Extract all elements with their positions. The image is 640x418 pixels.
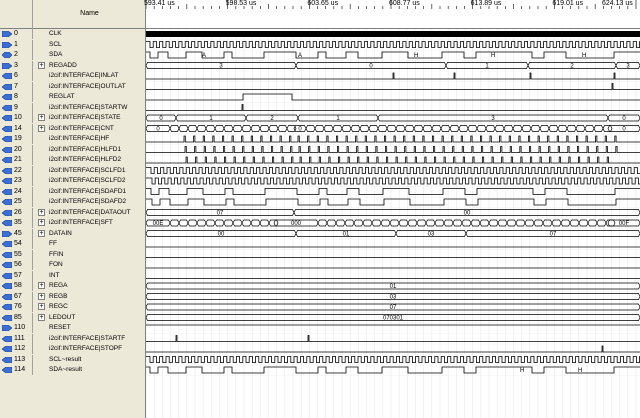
signal-index-cell <box>0 113 33 123</box>
signal-index: 110 <box>14 324 26 331</box>
signal-row[interactable] <box>0 29 145 39</box>
startw-trace <box>146 105 640 111</box>
signal-index: 2 <box>14 51 18 58</box>
signal-row[interactable] <box>0 40 145 50</box>
expand-toggle[interactable]: + <box>39 124 44 132</box>
signal-name: i2cif:INTERFACE|CNT <box>49 124 114 132</box>
signal-row[interactable] <box>0 229 145 239</box>
signal-index-cell <box>0 197 33 207</box>
signal-name: SDA~result <box>49 366 83 373</box>
signal-index: 58 <box>14 282 22 289</box>
expand-toggle[interactable]: + <box>39 219 44 226</box>
signal-index-cell <box>0 355 33 365</box>
sclfd2-trace <box>146 178 640 184</box>
signal-name: i2cif:INTERFACE|HLFD1 <box>49 145 122 153</box>
output-pin-icon <box>2 210 12 216</box>
signal-index-cell <box>0 145 33 155</box>
output-pin-icon <box>2 157 12 163</box>
bus-value: 2 <box>270 116 274 123</box>
signal-name: REGADD <box>49 61 77 69</box>
bus-value: 0 <box>156 126 160 133</box>
signal-name: REGB <box>49 292 68 300</box>
signal-row[interactable] <box>0 365 145 375</box>
signal-row[interactable] <box>0 134 145 144</box>
output-pin-icon <box>2 252 12 258</box>
bus-value: 07 <box>216 210 224 217</box>
signal-index: 113 <box>14 355 26 363</box>
signal-name: i2cif:INTERFACE|SCLFD2 <box>49 177 126 184</box>
signal-index-cell <box>0 292 33 302</box>
signal-index: 25 <box>14 198 22 205</box>
signal-row[interactable] <box>0 61 145 71</box>
signal-row[interactable] <box>0 281 145 291</box>
signal-index-cell <box>0 50 33 60</box>
signal-row[interactable] <box>0 302 145 312</box>
signal-row[interactable] <box>0 71 145 81</box>
output-pin-icon <box>2 220 12 226</box>
bus-value: A <box>202 53 207 59</box>
signal-name: i2cif:INTERFACE|HF <box>49 135 110 142</box>
bus-value: 0 <box>369 63 373 70</box>
signal-name: i2cif:INTERFACE|SDAFD1 <box>49 187 127 195</box>
bus-value: 3 <box>219 63 223 70</box>
outlat-trace <box>146 84 640 90</box>
expand-toggle[interactable]: + <box>39 313 44 321</box>
signal-row[interactable] <box>0 260 145 270</box>
signal-name: i2cif:INTERFACE|DATAOUT <box>49 208 131 216</box>
bus-value: H <box>491 53 496 59</box>
signal-index-cell <box>0 187 33 197</box>
output-pin-icon <box>2 241 12 247</box>
signal-index: 45 <box>14 229 22 237</box>
output-pin-icon <box>2 283 12 289</box>
output-pin-icon <box>2 168 12 174</box>
bus-value: H <box>414 53 419 59</box>
output-pin-icon <box>2 105 12 111</box>
signal-index: 35 <box>14 219 22 226</box>
bus-value: 07 <box>389 305 397 312</box>
time-ruler[interactable] <box>146 0 640 29</box>
signal-name: LEDOUT <box>49 313 76 321</box>
signal-row[interactable] <box>0 187 145 197</box>
signal-index: 1 <box>14 40 18 48</box>
bus-value: 00E <box>152 221 164 228</box>
signal-name: INT <box>49 271 60 279</box>
bus-value: 03 <box>427 231 435 238</box>
signal-row[interactable] <box>0 124 145 134</box>
time-label: 593.41 us <box>144 0 175 7</box>
sclfd1-trace <box>146 168 640 174</box>
expand-toggle[interactable]: + <box>39 114 44 121</box>
signal-index-cell <box>0 260 33 270</box>
output-pin-icon <box>2 294 12 300</box>
signal-index: 23 <box>14 177 22 184</box>
signal-index-cell <box>0 124 33 134</box>
output-pin-icon <box>2 73 12 79</box>
signal-index: 21 <box>14 156 22 163</box>
signal-name: FFIN <box>49 250 64 258</box>
bus-value: 070301 <box>382 315 404 322</box>
output-pin-icon <box>2 178 12 184</box>
reglat-trace <box>146 94 640 100</box>
signal-index-cell <box>0 302 33 312</box>
output-pin-icon <box>2 189 12 195</box>
time-label: 619.01 us <box>552 0 584 7</box>
signal-row[interactable] <box>0 292 145 302</box>
time-label: 598.53 us <box>225 0 257 7</box>
sdafd2-trace <box>146 199 640 205</box>
cnt-trace <box>146 126 640 133</box>
signal-index: 14 <box>14 124 22 132</box>
signal-index: 55 <box>14 250 22 258</box>
signal-index: 20 <box>14 145 22 153</box>
signal-row[interactable] <box>0 103 145 113</box>
regb-trace <box>146 294 640 301</box>
signal-name: REGLAT <box>49 93 75 100</box>
hlfd2-trace <box>146 157 640 163</box>
signal-index-cell <box>0 365 33 375</box>
signal-index-cell <box>0 208 33 218</box>
signal-list-header <box>0 0 145 29</box>
output-pin-icon <box>2 367 12 373</box>
signal-index-cell <box>0 250 33 260</box>
bus-value: 07 <box>549 231 557 238</box>
bus-value: 000 <box>290 221 302 228</box>
sda-result-trace <box>146 367 640 373</box>
output-pin-icon <box>2 94 12 100</box>
input-pin-icon <box>2 325 12 331</box>
output-pin-icon <box>2 273 12 279</box>
bus-value: H <box>582 53 587 59</box>
signal-index-cell <box>0 229 33 239</box>
bus-value: 0 <box>622 116 626 123</box>
bus-value: 03 <box>389 294 397 301</box>
bus-value: 00 <box>463 210 471 217</box>
signal-row[interactable] <box>0 145 145 155</box>
input-pin-icon <box>2 63 12 69</box>
signal-row[interactable] <box>0 344 145 354</box>
signal-name: DATAIN <box>49 229 72 237</box>
signal-name: i2cif:INTERFACE|SDAFD2 <box>49 198 127 205</box>
signal-index: 111 <box>14 334 25 342</box>
hf-trace <box>146 136 640 142</box>
signal-row[interactable] <box>0 250 145 260</box>
output-pin-icon <box>2 136 12 142</box>
regadd-trace <box>146 63 640 70</box>
signal-index-cell <box>0 71 33 81</box>
signal-index: 0 <box>14 30 18 37</box>
signal-row[interactable] <box>0 176 145 186</box>
bus-value: 00 <box>217 231 225 238</box>
bus-value: 3 <box>491 116 495 123</box>
signal-index: 57 <box>14 271 22 279</box>
signal-name: REGC <box>49 303 68 310</box>
rega-trace <box>146 283 640 290</box>
signal-index-cell <box>0 40 33 50</box>
signal-index: 112 <box>14 345 26 352</box>
signal-index: 9 <box>14 103 18 111</box>
expand-toggle[interactable]: + <box>39 292 44 300</box>
bus-value: H <box>520 368 525 374</box>
signal-index-cell <box>0 92 33 102</box>
time-label: 613.89 us <box>470 0 502 7</box>
signal-name: RESET <box>49 324 71 331</box>
waveform-area[interactable] <box>146 29 640 418</box>
bus-value: 1 <box>336 116 340 123</box>
signal-index-cell <box>0 323 33 333</box>
signal-row[interactable] <box>0 155 145 165</box>
sdafd1-trace <box>146 189 640 195</box>
signal-index: 26 <box>14 208 22 216</box>
signal-name: i2cif:INTERFACE|STATE <box>49 114 121 121</box>
expand-toggle[interactable]: + <box>39 303 44 310</box>
bus-value: H <box>578 368 583 374</box>
scl-result-trace <box>146 357 640 363</box>
signal-index-cell <box>0 134 33 144</box>
signal-row[interactable] <box>0 113 145 123</box>
signal-index: 6 <box>14 72 18 79</box>
expand-toggle[interactable]: + <box>39 229 44 237</box>
signal-index: 7 <box>14 82 18 90</box>
sft-trace <box>146 220 640 227</box>
name-column-header[interactable]: Name <box>80 10 99 17</box>
hlfd1-trace <box>146 147 640 153</box>
signal-index: 3 <box>14 61 18 69</box>
bus-value: 0 <box>298 126 302 133</box>
dataout-trace <box>146 210 640 217</box>
output-pin-icon <box>2 126 12 132</box>
stopf-trace <box>146 346 640 352</box>
signal-name: i2cif:INTERFACE|SCLFD1 <box>49 166 126 174</box>
startf-trace <box>146 336 640 342</box>
signal-name-panel <box>0 0 146 418</box>
signal-row[interactable] <box>0 271 145 281</box>
signal-index: 10 <box>14 114 22 121</box>
output-pin-icon <box>2 357 12 363</box>
signal-name: i2cif:INTERFACE|HLFD2 <box>49 156 122 163</box>
output-pin-icon <box>2 315 12 321</box>
signal-index: 114 <box>14 366 26 373</box>
bus-value: 3 <box>626 63 630 70</box>
input-pin-icon <box>2 42 12 48</box>
bus-value: 2 <box>570 63 574 70</box>
signal-row[interactable] <box>0 82 145 92</box>
signal-index: 56 <box>14 261 22 268</box>
signal-row[interactable] <box>0 208 145 218</box>
signal-name: SCL~result <box>49 355 82 363</box>
output-pin-icon <box>2 199 12 205</box>
index-column-header <box>0 0 33 29</box>
ledout-trace <box>146 315 640 322</box>
signal-index: 24 <box>14 187 22 195</box>
signal-row[interactable] <box>0 239 145 249</box>
signal-index-cell <box>0 61 33 71</box>
signal-index: 76 <box>14 303 22 310</box>
signal-index-cell <box>0 155 33 165</box>
input-pin-icon <box>2 31 12 37</box>
signal-name: SDA <box>49 51 63 58</box>
signal-index: 8 <box>14 93 18 100</box>
signal-index: 54 <box>14 240 22 247</box>
expand-toggle[interactable]: + <box>39 61 44 69</box>
signal-row[interactable] <box>0 355 145 365</box>
signal-name: i2cif:INTERFACE|STOPF <box>49 345 123 352</box>
signal-row[interactable] <box>0 92 145 102</box>
signal-index-cell <box>0 176 33 186</box>
bus-value: 0 <box>159 116 163 123</box>
signal-index-cell <box>0 29 33 39</box>
signal-index-cell <box>0 313 33 323</box>
bus-value: A <box>298 53 303 59</box>
signal-row[interactable] <box>0 197 145 207</box>
signal-name: REGA <box>49 282 68 289</box>
signal-row[interactable] <box>0 218 145 228</box>
output-pin-icon <box>2 346 12 352</box>
signal-index-cell <box>0 281 33 291</box>
signal-name: CLK <box>49 30 62 37</box>
expand-toggle[interactable]: + <box>39 208 44 216</box>
signal-index-cell <box>0 218 33 228</box>
signal-index-cell <box>0 239 33 249</box>
signal-index-cell <box>0 82 33 92</box>
signal-index: 22 <box>14 166 22 174</box>
signal-row[interactable] <box>0 334 145 344</box>
bus-value: 00F <box>618 221 630 228</box>
output-pin-icon <box>2 304 12 310</box>
signal-name: i2cif:INTERFACE|SFT <box>49 219 113 226</box>
signal-row[interactable] <box>0 166 145 176</box>
sda-trace <box>146 52 640 58</box>
time-label: 624.13 us <box>602 0 633 7</box>
output-pin-icon <box>2 262 12 268</box>
scl-trace <box>146 42 640 48</box>
bus-value: 01 <box>342 231 350 238</box>
signal-index: 67 <box>14 292 22 300</box>
bidir-pin-icon <box>2 52 12 58</box>
regc-trace <box>146 304 640 311</box>
signal-name: FF <box>49 240 57 247</box>
signal-index: 19 <box>14 135 22 142</box>
output-pin-icon <box>2 147 12 153</box>
time-label: 608.77 us <box>389 0 420 7</box>
signal-name: FON <box>49 261 63 268</box>
output-pin-icon <box>2 115 12 121</box>
output-pin-icon <box>2 84 12 90</box>
state-trace <box>146 115 640 122</box>
time-label: 603.65 us <box>307 0 339 7</box>
signal-index-cell <box>0 166 33 176</box>
signal-index-cell <box>0 271 33 281</box>
expand-toggle[interactable]: + <box>39 282 44 289</box>
signal-index-cell <box>0 334 33 344</box>
inlat-trace <box>146 73 640 79</box>
signal-name: i2cif:INTERFACE|INLAT <box>49 72 119 79</box>
bus-value: 1 <box>209 116 213 123</box>
signal-row[interactable] <box>0 323 145 333</box>
bus-value: 01 <box>389 284 397 291</box>
signal-row[interactable] <box>0 313 145 323</box>
signal-name: i2cif:INTERFACE|STARTF <box>49 334 126 342</box>
signal-name: SCL <box>49 40 62 48</box>
bus-value: 0 <box>622 126 626 133</box>
signal-index-cell <box>0 344 33 354</box>
bus-value: 1 <box>485 63 489 70</box>
output-pin-icon <box>2 336 12 342</box>
signal-index-cell <box>0 103 33 113</box>
input-pin-icon <box>2 231 12 237</box>
signal-index: 85 <box>14 313 22 321</box>
datain-trace <box>146 231 640 238</box>
signal-row[interactable] <box>0 50 145 60</box>
signal-name: i2cif:INTERFACE|STARTW <box>49 103 128 111</box>
signal-name: i2cif:INTERFACE|OUTLAT <box>49 82 126 90</box>
clk-trace <box>146 31 640 37</box>
